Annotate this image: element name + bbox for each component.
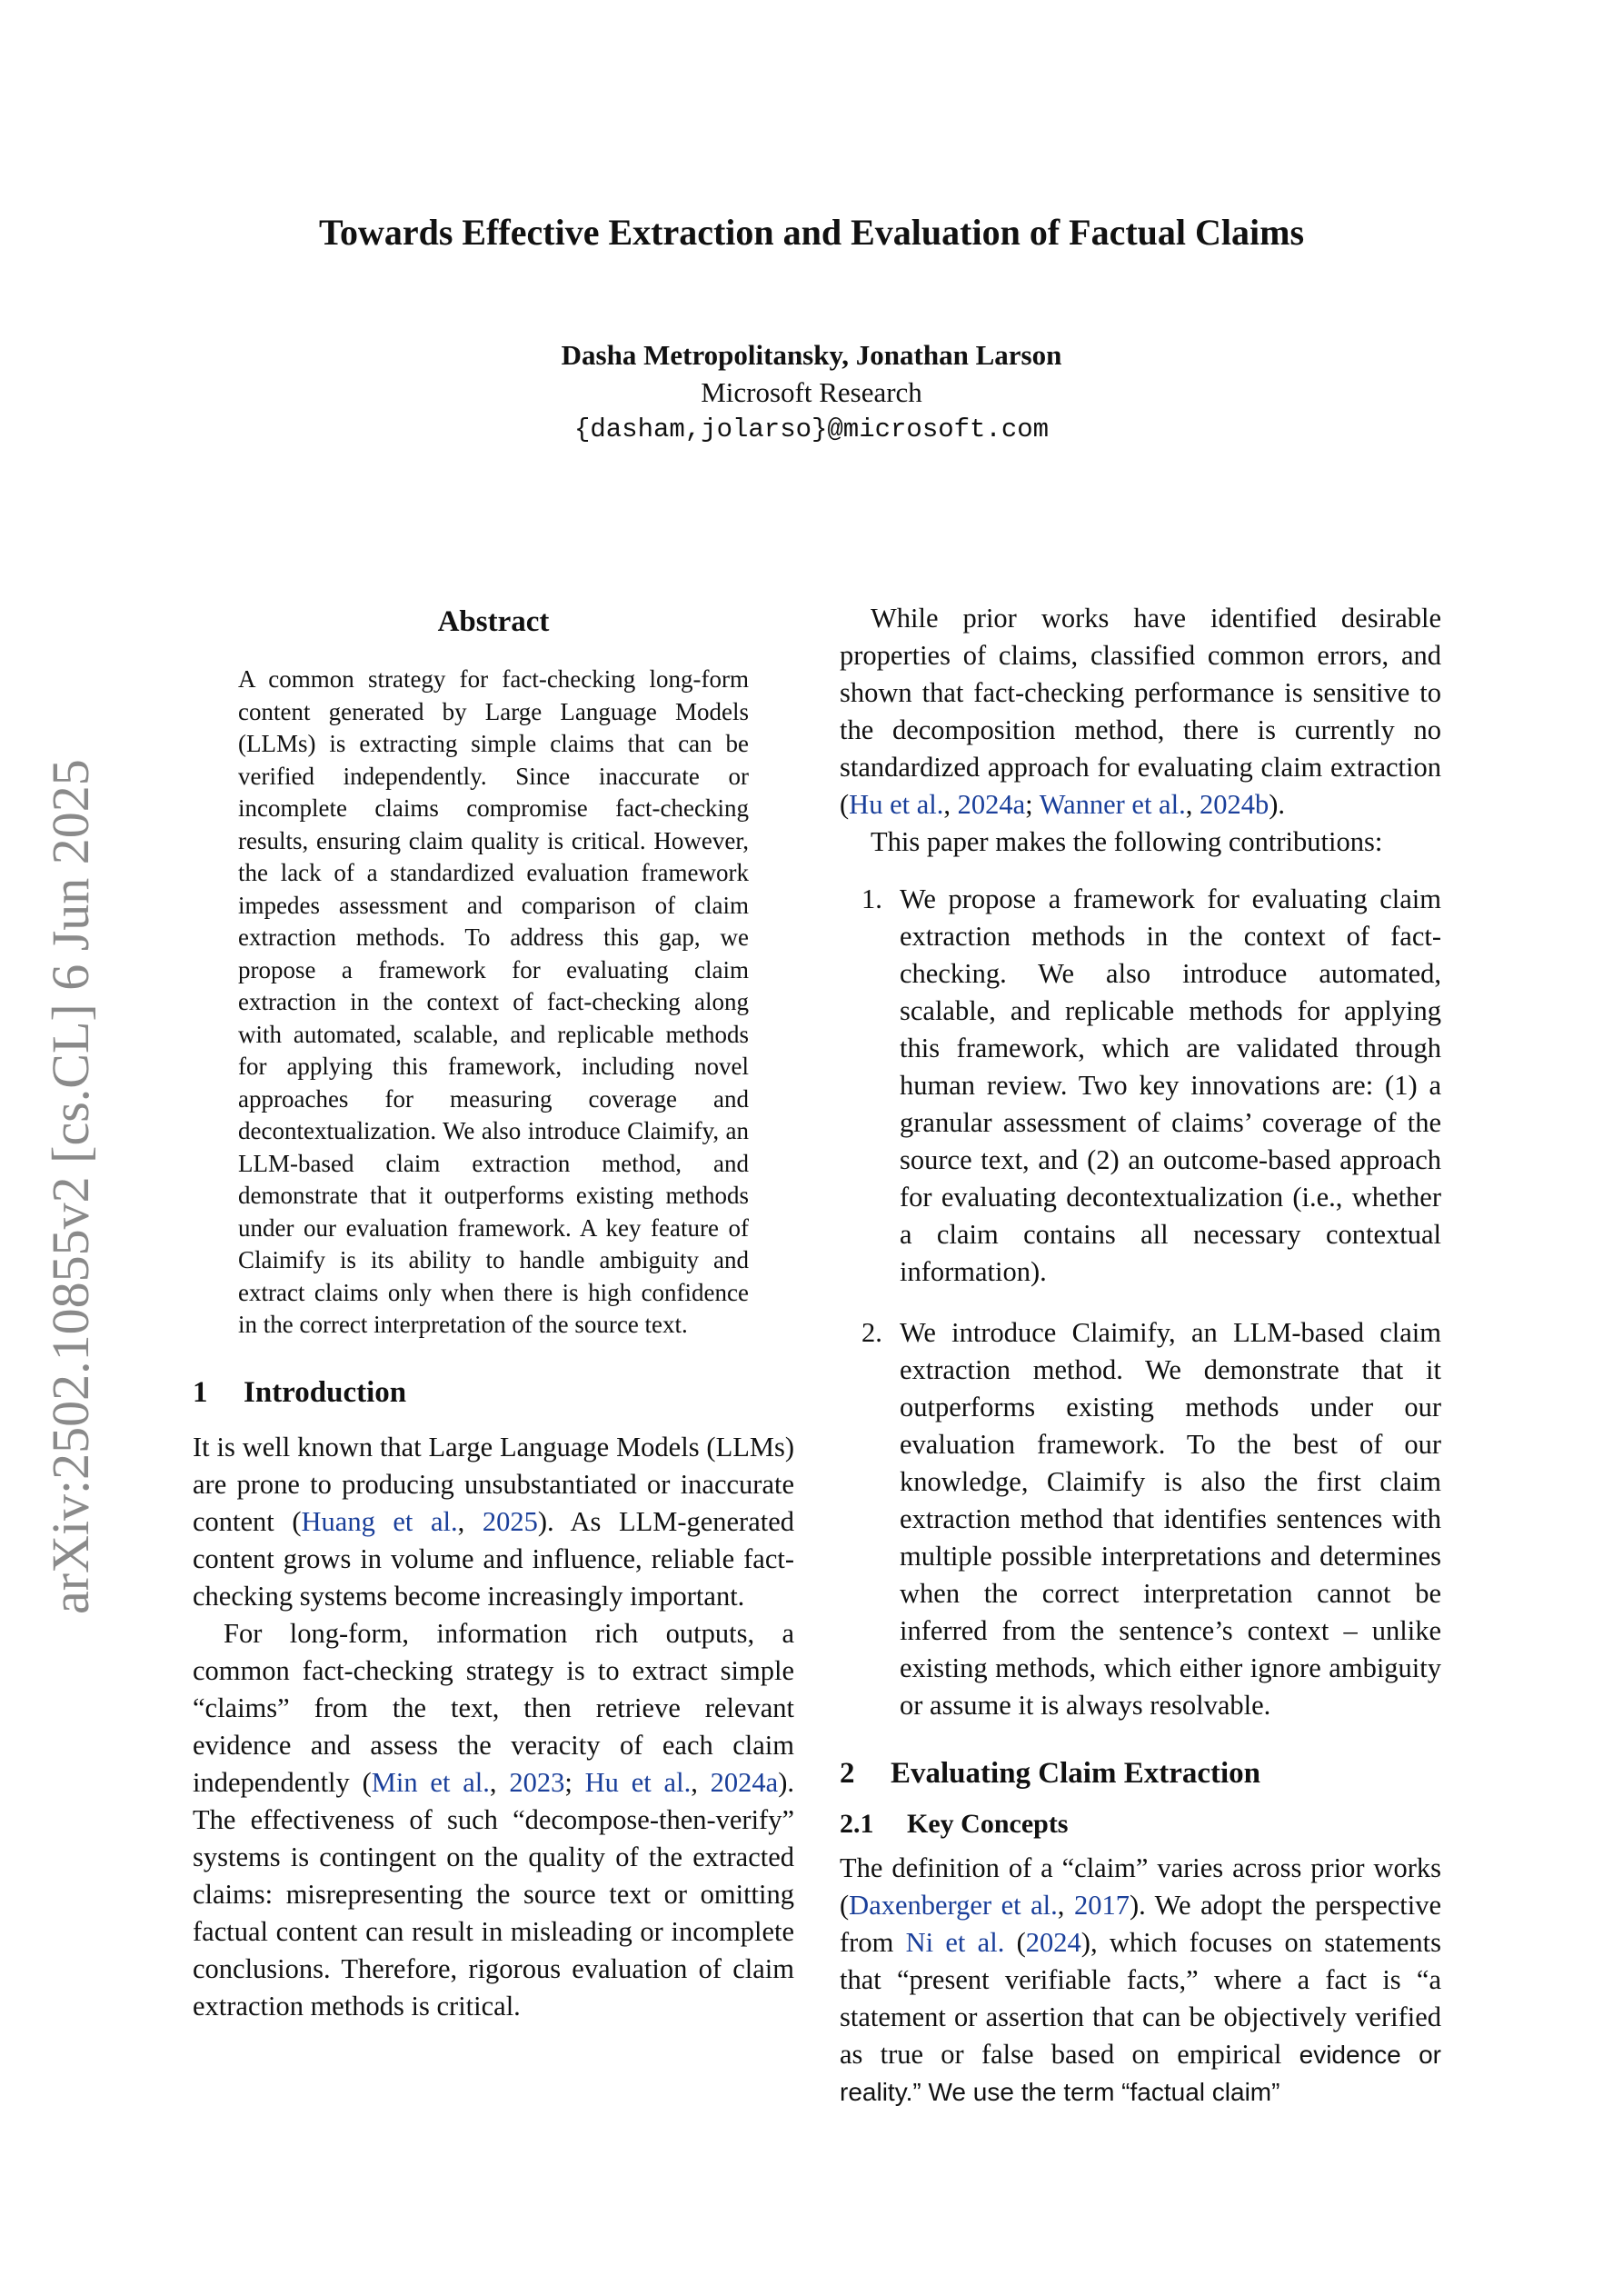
abstract-text: A common strategy for fact-checking long-form content generated by Large Language Models (LLMs) is extracting simple claims that can be verified independently. Since inaccurate or incomplete claims compromise fact-checking results, ensuring claim quality is critical. However, the lack of a standardized evaluation framework impedes assessment and comparison of claim extraction methods. To address this gap, we propose a framework for evaluating claim extraction in the context of fact-checking along with automated, scalable, and replicable methods for applying this framework, including novel approaches for measuring coverage and decontextualization. We also introduce Claimify, an LLM-based claim extraction method, and demonstrate that it outperforms existing methods under our evaluation framework. A key feature of Claimify is its ability to handle ambiguity and extract claims only when there is high confidence in the correct interpretation of the source text. <box>238 665 749 1338</box>
section-number: 2 <box>840 1757 855 1790</box>
author-email: {dasham,jolarso}@microsoft.com <box>573 414 1050 444</box>
section-heading-evaluating <box>840 1753 1441 1793</box>
citation-year-link[interactable]: 2023 <box>509 1766 565 1798</box>
contribution-item <box>840 881 1441 1291</box>
intro-paragraph-1: It is well known that Large Language Models (LLMs) are prone to producing unsubstantiated or inaccurate content (Huang et al., 2025). As LLM-generated content grows in volume and influence, reliable fact-checking systems become increasingly important. <box>193 1431 795 1612</box>
subsection-heading-key-concepts <box>840 1806 1441 1842</box>
contribution-item <box>840 1314 1441 1724</box>
citation-year-link[interactable]: 2025 <box>482 1505 538 1537</box>
key-concepts-paragraph: The definition of a “claim” varies across prior works (Daxenberger et al., 2017). We adopt the perspective from Ni et al. (2024), which focuses on statements that “present verifiable facts,” where a fact is “a statement or assertion that can be objectively verified as true or false based on empirical evidence or reality.” We use the term “factual claim” <box>840 1852 1441 2106</box>
citation-link[interactable]: Ni et al. <box>905 1927 1005 1958</box>
abstract-heading: Abstract <box>437 605 550 638</box>
contributions-lead: This paper makes the following contributions: <box>871 826 1383 857</box>
list-marker: 1. <box>861 883 882 914</box>
left-column <box>193 600 794 2025</box>
subsection-number: 2.1 <box>840 1809 874 1839</box>
section-heading-introduction <box>193 1373 794 1413</box>
citation-link[interactable]: Min et al. <box>371 1766 490 1798</box>
section-title: Introduction <box>244 1375 407 1409</box>
motivation-paragraph: While prior works have identified desirable properties of claims, classified common errors, and shown that fact-checking performance is sensitive to the decomposition method, there is currently no standardized approach for evaluating claim extraction (Hu et al., 2024a; Wanner et al., 2024b). <box>840 603 1441 820</box>
citation-link[interactable]: Huang et al. <box>301 1505 458 1537</box>
affiliation: Microsoft Research <box>701 376 922 408</box>
intro-paragraph-2: For long-form, information rich outputs, a common fact-checking strategy is to extract simple “claims” from the text, then retrieve relevant evidence and assess the veracity of each claim independently (Min et al., 2023; Hu et al., 2024a). The effectiveness of such “decompose-then-verify” systems is contingent on the quality of the extracted claims: misrepresenting the source text or omitting factual content can result in misleading or incomplete conclusions. Therefore, rigorous evaluation of claim extraction methods is critical. <box>193 1617 794 2021</box>
contribution-text: We introduce Claimify, an LLM-based claim extraction method. We demonstrate that it outperforms existing methods under our evaluation framework. To the best of our knowledge, Claimify is also the first claim extraction method that identifies sentences with multiple possible interpretations and determines when the correct interpretation cannot be inferred from the sentence’s context – unlike existing methods, which either ignore ambiguity or assume it is always resolvable. <box>900 1317 1441 1721</box>
section-number: 1 <box>193 1375 208 1409</box>
contributions-list <box>840 881 1441 1724</box>
citation-link[interactable]: Wanner et al. <box>1039 789 1186 820</box>
right-column <box>840 600 1441 2111</box>
subsection-title: Key Concepts <box>907 1809 1069 1839</box>
citation-year-link[interactable]: 2024a <box>957 789 1026 820</box>
list-marker: 2. <box>861 1317 882 1348</box>
author-names: Dasha Metropolitansky, Jonathan Larson <box>561 339 1062 371</box>
final-line-text: evidence or reality.” We use the term “factual claim” <box>840 2041 1441 2106</box>
citation-link[interactable]: Hu et al. <box>584 1766 692 1798</box>
arxiv-identifier: arXiv:2502.10855v2 [cs.CL] 6 Jun 2025 <box>41 759 100 1614</box>
author-block <box>0 336 1623 448</box>
citation-year-link[interactable]: 2024 <box>1025 1927 1081 1958</box>
citation-year-link[interactable]: 2024b <box>1199 789 1270 820</box>
paper-title: Towards Effective Extraction and Evaluation of Factual Claims <box>318 212 1305 253</box>
section-title: Evaluating Claim Extraction <box>891 1757 1261 1790</box>
citation-link[interactable]: Daxenberger et al. <box>849 1890 1058 1921</box>
contribution-text: We propose a framework for evaluating claim extraction methods in the context of fact-checking. We also introduce automated, scalable, and replicable methods for applying this framework, which are validated through human review. Two key innovations are: (1) a granular assessment of claims’ coverage of the source text, and (2) an outcome-based approach for evaluating decontextualization (i.e., whether a claim contains all necessary contextual information). <box>900 883 1441 1287</box>
citation-link[interactable]: Hu et al. <box>849 789 944 820</box>
citation-year-link[interactable]: 2024a <box>710 1766 779 1798</box>
citation-year-link[interactable]: 2017 <box>1073 1890 1130 1921</box>
